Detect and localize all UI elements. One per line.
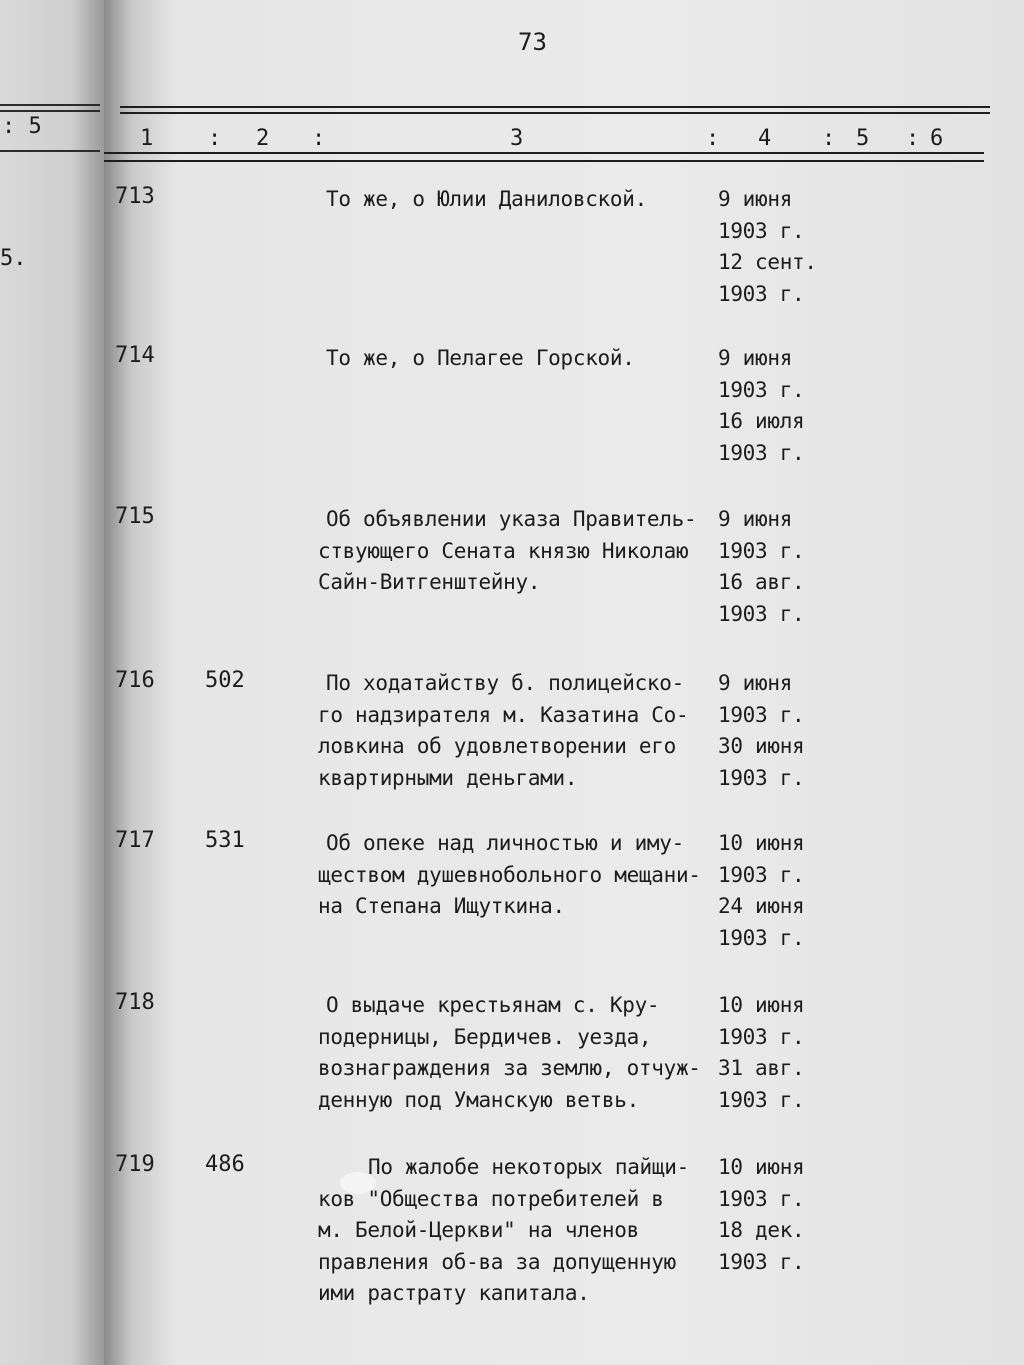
description-line: То же, о Пелагее Горской.: [326, 346, 635, 370]
description-line: То же, о Юлии Даниловской.: [326, 187, 647, 211]
header-col-2: 2: [256, 126, 270, 151]
entry-number: 719: [115, 1152, 155, 1177]
date-line: 9 июня: [718, 187, 793, 211]
date-line: 1903 г.: [718, 281, 805, 306]
entry-description: [318, 668, 718, 794]
description-line: вознаграждения за землю, отчуж-: [318, 1056, 701, 1080]
header-bottom-rule: [104, 152, 984, 154]
entry-dates: [718, 504, 828, 630]
description-line: По ходатайству б. полицейско-: [326, 671, 684, 695]
header-top-rule-2: [120, 112, 990, 114]
entry-dates: [718, 828, 828, 954]
header-top-rule: [120, 106, 990, 108]
date-line: 1903 г.: [718, 1087, 805, 1112]
description-line: на Степана Ищуткина.: [318, 894, 565, 918]
left-text-fragment: 5.: [0, 246, 27, 271]
date-line: 31 авг.: [718, 1056, 805, 1080]
header-col-1: 1: [140, 126, 154, 151]
entry-number: 715: [115, 504, 155, 529]
entry-description: [318, 504, 718, 599]
header-separator: :: [822, 126, 836, 151]
page-number: 73: [518, 28, 547, 56]
date-line: 12 сент.: [718, 250, 817, 274]
description-line: Об объявлении указа Правитель-: [326, 507, 697, 531]
date-line: 10 июня: [718, 1155, 805, 1179]
date-line: 1903 г.: [718, 1249, 805, 1274]
entry-dates: [718, 184, 828, 310]
date-line: 1903 г.: [718, 377, 805, 402]
entry-description: [318, 184, 718, 216]
left-page-edge: [0, 0, 118, 1365]
header-separator: :: [208, 126, 222, 151]
header-col-4: 4: [758, 126, 772, 151]
date-line: 9 июня: [718, 507, 793, 531]
date-line: 1903 г.: [718, 1024, 805, 1049]
entry-number: 713: [115, 184, 155, 209]
entry-description: [318, 1152, 718, 1310]
description-line: квартирными деньгами.: [318, 765, 578, 790]
date-line: 18 дек.: [718, 1218, 805, 1242]
date-line: 30 июня: [718, 734, 805, 758]
entry-dates: [718, 1152, 828, 1278]
header-separator: :: [706, 126, 720, 151]
date-line: 24 июня: [718, 894, 805, 918]
reference-number: 531: [205, 828, 245, 853]
left-header-fragment: : 5: [2, 114, 42, 139]
description-line: ков "Общества потребителей в: [318, 1186, 664, 1211]
date-line: 1903 г.: [718, 1186, 805, 1211]
description-line: По жалобе некоторых пайщи-: [368, 1155, 689, 1179]
description-line: О выдаче крестьянам с. Кру-: [326, 993, 660, 1017]
entry-description: [318, 828, 718, 923]
description-line: Об опеке над личностью и иму-: [326, 831, 684, 855]
reference-number: 502: [205, 668, 245, 693]
left-top-rule: [0, 104, 100, 106]
description-line: Сайн-Витгенштейну.: [318, 570, 541, 594]
header-col-5: 5: [856, 126, 870, 151]
entry-dates: [718, 990, 828, 1116]
date-line: 10 июня: [718, 993, 805, 1017]
entry-description: [318, 343, 718, 375]
entry-dates: [718, 668, 828, 794]
description-line: ществом душевнобольного мещани-: [318, 862, 701, 887]
description-line: ими растрату капитала.: [318, 1281, 590, 1305]
date-line: 10 июня: [718, 831, 805, 855]
date-line: 1903 г.: [718, 702, 805, 727]
date-line: 1903 г.: [718, 765, 805, 790]
date-line: 1903 г.: [718, 601, 805, 626]
header-separator: :: [312, 126, 326, 151]
description-line: го надзирателя м. Казатина Со-: [318, 702, 689, 727]
description-line: м. Белой-Церкви" на членов: [318, 1218, 639, 1242]
header-col-3: 3: [510, 126, 524, 151]
date-line: 1903 г.: [718, 862, 805, 887]
reference-number: 486: [205, 1152, 245, 1177]
description-line: ствующего Сената князю Николаю: [318, 538, 689, 563]
description-line: правления об-ва за допущенную: [318, 1249, 676, 1274]
date-line: 1903 г.: [718, 218, 805, 243]
header-separator: :: [906, 126, 920, 151]
left-header-rule: [0, 150, 100, 152]
description-line: ловкина об удовлетворении его: [318, 734, 676, 758]
entry-dates: [718, 343, 828, 469]
date-line: 9 июня: [718, 671, 793, 695]
date-line: 1903 г.: [718, 925, 805, 950]
description-line: подерницы, Бердичев. уезда,: [318, 1024, 652, 1049]
description-line: денную под Уманскую ветвь.: [318, 1087, 639, 1112]
left-top-rule-2: [0, 110, 100, 112]
date-line: 16 авг.: [718, 570, 805, 594]
date-line: 1903 г.: [718, 440, 805, 465]
date-line: 16 июля: [718, 409, 805, 433]
header-bottom-rule-2: [104, 160, 984, 162]
entry-number: 714: [115, 343, 155, 368]
entry-number: 717: [115, 828, 155, 853]
header-col-6: 6: [930, 126, 944, 151]
entry-number: 718: [115, 990, 155, 1015]
date-line: 1903 г.: [718, 538, 805, 563]
date-line: 9 июня: [718, 346, 793, 370]
entry-number: 716: [115, 668, 155, 693]
entry-description: [318, 990, 718, 1116]
